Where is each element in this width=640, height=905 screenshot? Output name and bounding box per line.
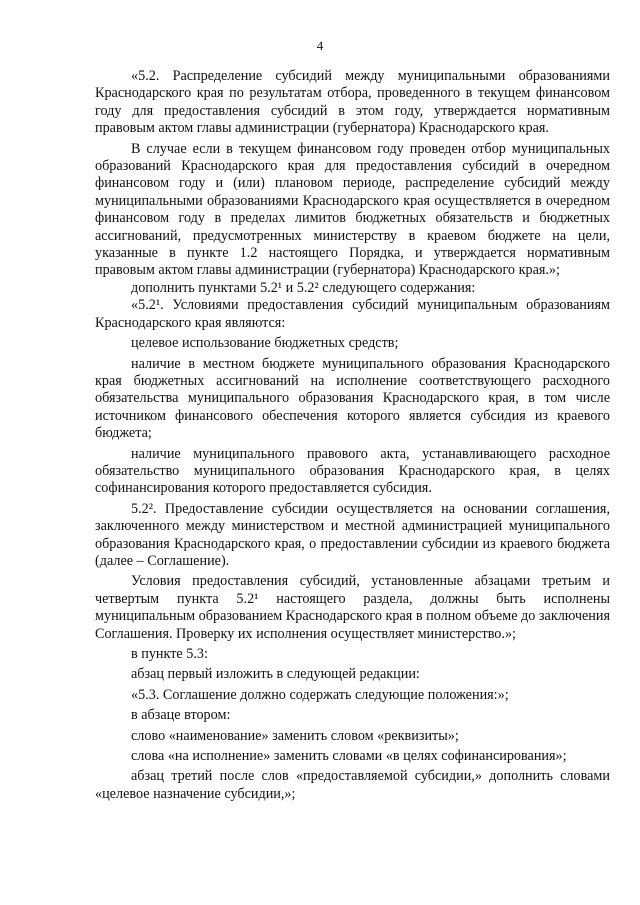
paragraph: абзац первый изложить в следующей редакции: [131, 666, 420, 683]
paragraph: слова «на исполнение» заменить словами «в целях софинансирования»; [131, 748, 567, 765]
paragraph: «5.2¹. Условиями предоставления субсидий муниципальным образованиям Краснодарского края являются: [95, 297, 610, 331]
paragraph: В случае если в текущем финансовом году проведен отбор муниципальных образований Краснодарского края для предоставления субсидий в очередном финансовом году и (или) плановом периоде, распределение субсидий между муниципальными образованиями Краснодарского края осуществляется в очередном финансовом году в пределах лимитов бюджетных обязательств и бюджетных ассигнований, предусмотренных министерству в краевом бюджете на цели, указанные в пункте 1.2 настоящего Порядка, и утверждается нормативным правовым актом главы администрации (губернатора) Краснодарского края.»; [95, 140, 610, 279]
page-number: 4 [316, 38, 324, 53]
paragraph: 5.2². Предоставление субсидии осуществляется на основании соглашения, заключенного между министерством и местной администрацией муниципального образования Краснодарского края, о предоставлении субсидии из краевого бюджета (далее – Соглашение). [95, 500, 610, 569]
paragraph: наличие в местном бюджете муниципального образования Краснодарского края бюджетных ассигнований на исполнение соответствующего расходного обязательства муниципального образования Краснодарского края, в том числе источником финансового обеспечения которого является субсидия из краевого бюджета; [95, 355, 610, 442]
paragraph: «5.3. Соглашение должно содержать следующие положения:»; [131, 686, 509, 703]
paragraph: Условия предоставления субсидий, установленные абзацами третьим и четвертым пункта 5.2¹ настоящего раздела, должны быть исполнены муниципальным образованием Краснодарского края в полном объеме до заключения Соглашения. Проверку их исполнения осуществляет министерство.»; [95, 573, 610, 642]
paragraph: в пункте 5.3: [131, 646, 208, 662]
paragraph: слово «наименование» заменить словом «реквизиты»; [131, 727, 459, 744]
paragraph: абзац третий после слов «предоставляемой субсидии,» дополнить словами «целевое назначение субсидии,»; [95, 768, 610, 802]
paragraph: «5.2. Распределение субсидий между муниципальными образованиями Краснодарского края по результатам отбора, проведенного в текущем финансовом году для предоставления субсидий в этом году, утверждается нормативным правовым актом главы администрации (губернатора) Краснодарского края. [95, 68, 610, 137]
paragraph: в абзаце втором: [131, 707, 231, 724]
paragraph: дополнить пунктами 5.2¹ и 5.2² следующего содержания: [131, 279, 476, 296]
paragraph: наличие муниципального правового акта, устанавливающего расходное обязательство муниципального образования Краснодарского края, в целях софинансирования которого предоставляется субсидия. [95, 445, 610, 497]
paragraph: целевое использование бюджетных средств; [131, 335, 399, 352]
document-body [95, 68, 610, 803]
